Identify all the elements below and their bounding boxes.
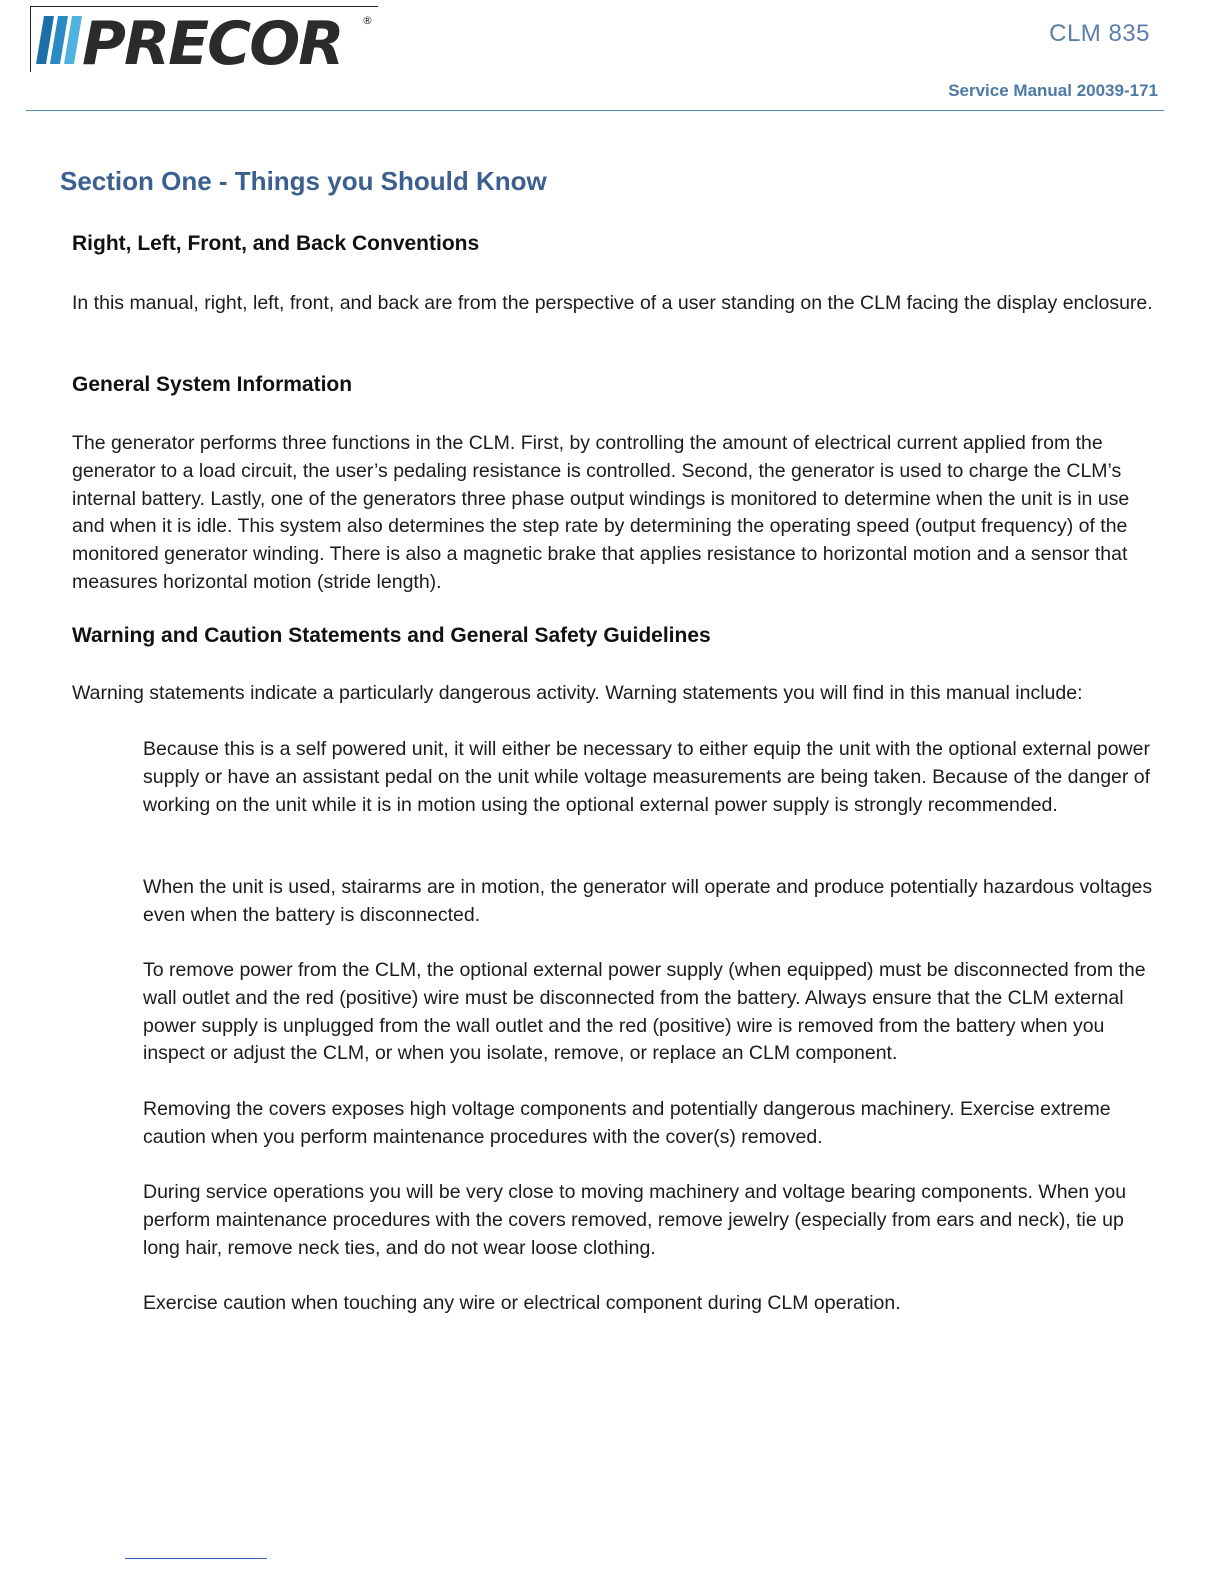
warning-item: When the unit is used, stairarms are in motion, the generator will operate and produce potentially hazardous voltages even when the battery is disconnected.: [143, 876, 1153, 926]
warnings-intro: Warning statements indicate a particularly dangerous activity. Warning statements you will find in this manual include:: [72, 682, 1083, 704]
precor-logo: [30, 6, 380, 72]
warning-item: Exercise caution when touching any wire or electrical component during CLM operation.: [143, 1292, 901, 1314]
svg-text:PRECOR: PRECOR: [82, 9, 343, 72]
general-info-paragraph: The generator performs three functions in the CLM. First, by controlling the amount of electrical current applied from the generator to a load circuit, the user’s pedaling resistance is controlled. Second, the generator is used to charge the CLM’s internal battery. Lastly, one of the generators three phase output windings is monitored to determine when the unit is in use and when it is idle. This system also determines the step rate by determining the operating speed (output frequency) of the monitored generator winding. There is also a magnetic brake that applies resistance to horizontal motion and a sensor that measures horizontal motion (stride length).: [72, 432, 1130, 593]
warning-item: Because this is a self powered unit, it will either be necessary to either equip the unit with the optional external power supply or have an assistant pedal on the unit while voltage measurements are being taken. Because of the danger of working on the unit while it is in motion using the optional external power supply is strongly recommended.: [143, 738, 1151, 816]
svg-text:®: ®: [362, 14, 373, 27]
conventions-heading: Right, Left, Front, and Back Conventions: [72, 232, 480, 255]
warning-item: During service operations you will be very close to moving machinery and voltage bearing components. When you perform maintenance procedures with the covers removed, remove jewelry (especially from ears and neck), tie up long hair, remove neck ties, and do not wear loose clothing.: [143, 1181, 1127, 1259]
warning-item: To remove power from the CLM, the optional external power supply (when equipped) must be disconnected from the wall outlet and the red (positive) wire must be disconnected from the battery. Always ensure that the CLM external power supply is unplugged from the wall outlet and the red (positive) wire is removed from the battery when you inspect or adjust the CLM, or when you isolate, remove, or replace an CLM component.: [143, 959, 1146, 1065]
conventions-paragraph: In this manual, right, left, front, and back are from the perspective of a user standing on the CLM facing the display enclosure.: [72, 292, 1153, 314]
section-title: Section One - Things you Should Know: [60, 166, 547, 196]
warning-item: Removing the covers exposes high voltage components and potentially dangerous machinery. Exercise extreme caution when you perform maintenance procedures with the cover(s) removed.: [143, 1098, 1111, 1148]
header-divider: [26, 110, 1164, 111]
general-info-heading: General System Information: [72, 373, 353, 396]
warnings-heading: Warning and Caution Statements and General Safety Guidelines: [72, 624, 711, 647]
footnote-separator: [125, 1558, 267, 1559]
manual-reference: Service Manual 20039-171: [948, 81, 1158, 100]
model-name: CLM 835: [1049, 20, 1150, 47]
